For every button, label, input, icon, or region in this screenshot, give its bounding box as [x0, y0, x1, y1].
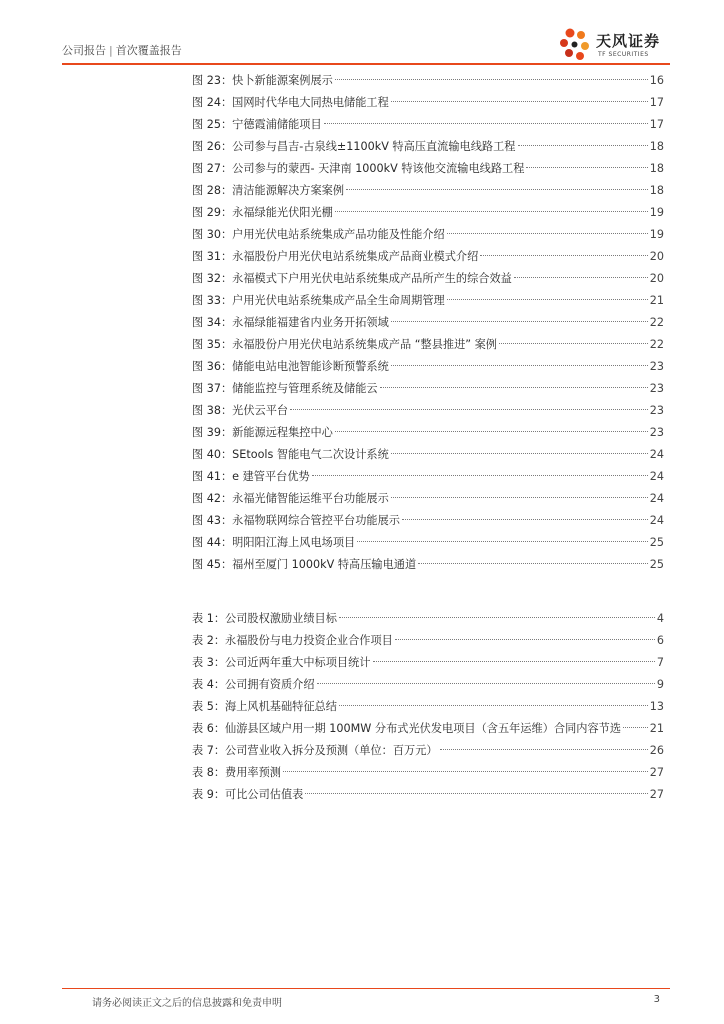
toc-entry-title[interactable]: 图 44：明阳阳江海上风电场项目 — [192, 536, 356, 549]
toc-entry-title[interactable]: 图 24：国网时代华电大同热电储能工程 — [192, 96, 389, 109]
toc-entry-page: 23 — [649, 382, 664, 395]
dot-leader — [346, 189, 648, 190]
toc-entry[interactable] — [192, 378, 664, 400]
dot-leader — [305, 793, 647, 794]
toc-entry-page: 20 — [649, 250, 664, 263]
toc-entry-page: 19 — [649, 206, 664, 219]
toc-entry-title[interactable]: 图 37：储能监控与管理系统及储能云 — [192, 382, 378, 395]
toc-entry-page: 21 — [649, 294, 664, 307]
toc-entry-page: 7 — [656, 656, 664, 669]
dot-leader — [290, 409, 648, 410]
toc-entry-page: 24 — [649, 492, 664, 505]
header-separator: | — [109, 44, 113, 57]
figure-toc — [192, 70, 664, 576]
toc-entry-title[interactable]: 图 23：快卜新能源案例展示 — [192, 74, 333, 87]
toc-entry[interactable] — [192, 488, 664, 510]
dot-leader — [440, 749, 648, 750]
dot-leader — [418, 563, 648, 564]
toc-entry-page: 18 — [649, 162, 664, 175]
toc-entry-page: 25 — [649, 558, 664, 571]
toc-entry-title[interactable]: 图 25：宁德霞浦储能项目 — [192, 118, 322, 131]
dot-leader — [335, 79, 648, 80]
dot-leader — [395, 639, 655, 640]
toc-entry[interactable] — [192, 422, 664, 444]
toc-entry-page: 23 — [649, 404, 664, 417]
report-header — [62, 32, 670, 62]
dot-leader — [391, 497, 648, 498]
dot-leader — [514, 277, 648, 278]
toc-entry-title[interactable]: 图 36：储能电站电池智能诊断预警系统 — [192, 360, 389, 373]
toc-entry-title[interactable]: 图 41：e 建管平台优势 — [192, 470, 310, 483]
toc-entry-title[interactable]: 图 42：永福光储智能运维平台功能展示 — [192, 492, 389, 505]
toc-entry[interactable] — [192, 400, 664, 422]
toc-entry[interactable] — [192, 290, 664, 312]
dot-leader — [518, 145, 648, 146]
footer-disclaimer: 请务必阅读正文之后的信息披露和免责申明 — [92, 998, 282, 1009]
toc-entry-page: 23 — [649, 426, 664, 439]
toc-entry[interactable] — [192, 202, 664, 224]
toc-entry-title[interactable]: 表 1：公司股权激励业绩目标 — [192, 612, 337, 625]
dot-leader — [335, 431, 648, 432]
toc-entry[interactable] — [192, 136, 664, 158]
toc-entry-title[interactable]: 图 35：永福股份户用光伏电站系统集成产品 “整县推进” 案例 — [192, 338, 497, 351]
flower-logo-icon — [558, 26, 592, 64]
toc-entry[interactable] — [192, 224, 664, 246]
report-subcategory: 首次覆盖报告 — [115, 44, 182, 57]
toc-entry-page: 18 — [649, 140, 664, 153]
toc-entry[interactable] — [192, 92, 664, 114]
toc-entry[interactable] — [192, 718, 664, 740]
toc-entry-title[interactable]: 图 43：永福物联网综合管控平台功能展示 — [192, 514, 400, 527]
dot-leader — [526, 167, 647, 168]
toc-entry-page: 27 — [649, 788, 664, 801]
toc-entry[interactable] — [192, 312, 664, 334]
toc-entry-title[interactable]: 图 29：永福绿能光伏阳光棚 — [192, 206, 333, 219]
toc-entry-title[interactable]: 图 40：SEtools 智能电气二次设计系统 — [192, 448, 389, 461]
toc-entry[interactable] — [192, 466, 664, 488]
dot-leader — [391, 101, 648, 102]
dot-leader — [391, 365, 648, 366]
toc-entry-page: 18 — [649, 184, 664, 197]
toc-entry-page: 22 — [649, 338, 664, 351]
dot-leader — [623, 727, 648, 728]
toc-entry-title[interactable]: 表 5：海上风机基础特征总结 — [192, 700, 337, 713]
toc-entry-title[interactable]: 图 34：永福绿能福建省内业务开拓领域 — [192, 316, 389, 329]
toc-entry[interactable] — [192, 554, 664, 576]
dot-leader — [480, 255, 647, 256]
toc-entry[interactable] — [192, 268, 664, 290]
toc-entry-page: 16 — [649, 74, 664, 87]
dot-leader — [283, 771, 648, 772]
toc-entry[interactable] — [192, 158, 664, 180]
toc-entry[interactable] — [192, 356, 664, 378]
toc-entry[interactable] — [192, 608, 664, 630]
toc-entry[interactable] — [192, 652, 664, 674]
toc-entry-page: 24 — [649, 448, 664, 461]
dot-leader — [317, 683, 655, 684]
toc-entry-title[interactable]: 表 2：永福股份与电力投资企业合作项目 — [192, 634, 393, 647]
toc-entry[interactable] — [192, 762, 664, 784]
dot-leader — [447, 299, 648, 300]
toc-entry-page: 17 — [649, 118, 664, 131]
toc-entry-title[interactable]: 表 8：费用率预测 — [192, 766, 281, 779]
toc-entry-page: 24 — [649, 470, 664, 483]
report-category: 公司报告 — [62, 44, 106, 57]
toc-entry[interactable] — [192, 740, 664, 762]
toc-entry-title[interactable]: 表 7：公司营业收入拆分及预测（单位：百万元） — [192, 744, 438, 757]
toc-entry-page: 20 — [649, 272, 664, 285]
toc-entry-page: 19 — [649, 228, 664, 241]
toc-entry-page: 24 — [649, 514, 664, 527]
toc-entry[interactable] — [192, 630, 664, 652]
toc-entry-page: 22 — [649, 316, 664, 329]
toc-entry-title[interactable]: 图 45：福州至厦门 1000kV 特高压输电通道 — [192, 558, 417, 571]
dot-leader — [373, 661, 655, 662]
dot-leader — [335, 211, 648, 212]
dot-leader — [499, 343, 648, 344]
footer-rule — [62, 988, 670, 989]
dot-leader — [391, 321, 648, 322]
toc-entry-page: 6 — [656, 634, 664, 647]
toc-entry-title[interactable]: 图 27：公司参与的蒙西- 天津南 1000kV 特该他交流输电线路工程 — [192, 162, 525, 175]
toc-entry-page: 27 — [649, 766, 664, 779]
toc-entry-page: 13 — [649, 700, 664, 713]
toc-entry[interactable] — [192, 180, 664, 202]
toc-entry-title[interactable]: 表 4：公司拥有资质介绍 — [192, 678, 315, 691]
toc-entry-title[interactable]: 图 33：户用光伏电站系统集成产品全生命周期管理 — [192, 294, 445, 307]
dot-leader — [391, 453, 648, 454]
toc-entry-page: 9 — [656, 678, 664, 691]
dot-leader — [312, 475, 648, 476]
table-toc — [192, 608, 664, 806]
toc-entry-title[interactable]: 图 30：户用光伏电站系统集成产品功能及性能介绍 — [192, 228, 445, 241]
dot-leader — [447, 233, 648, 234]
dot-leader — [324, 123, 648, 124]
dot-leader — [380, 387, 648, 388]
toc-entry[interactable] — [192, 444, 664, 466]
dot-leader — [357, 541, 648, 542]
toc-entry-title[interactable]: 表 3：公司近两年重大中标项目统计 — [192, 656, 371, 669]
toc-entry-title[interactable]: 图 39：新能源远程集控中心 — [192, 426, 333, 439]
header-rule — [62, 63, 670, 65]
toc-entry[interactable] — [192, 510, 664, 532]
toc-entry-title[interactable]: 图 31：永福股份户用光伏电站系统集成产品商业模式介绍 — [192, 250, 479, 263]
toc-entry[interactable] — [192, 246, 664, 268]
toc-entry[interactable] — [192, 696, 664, 718]
logo-name: 天风证券 — [596, 32, 661, 50]
page-number: 3 — [653, 994, 660, 1005]
toc-entry[interactable] — [192, 674, 664, 696]
dot-leader — [402, 519, 648, 520]
toc-entry[interactable] — [192, 334, 664, 356]
toc-entry-page: 26 — [649, 744, 664, 757]
toc-entry[interactable] — [192, 784, 664, 806]
toc-entry-page: 17 — [649, 96, 664, 109]
report-type — [62, 42, 182, 58]
toc-entry-page: 4 — [656, 612, 664, 625]
logo-subtitle: TF SECURITIES — [598, 51, 649, 58]
toc-entry[interactable] — [192, 114, 664, 136]
toc-entry-title[interactable]: 图 26：公司参与昌吉-古泉线±1100kV 特高压直流输电线路工程 — [192, 140, 516, 153]
toc-entry-title[interactable]: 表 9：可比公司估值表 — [192, 788, 304, 801]
company-logo — [550, 24, 670, 68]
dot-leader — [339, 705, 648, 706]
toc-entry[interactable] — [192, 70, 664, 92]
toc-entry-title[interactable]: 图 28：清洁能源解决方案案例 — [192, 184, 345, 197]
dot-leader — [339, 617, 655, 618]
toc-entry-title[interactable]: 图 32：永福模式下户用光伏电站系统集成产品所产生的综合效益 — [192, 272, 512, 285]
toc-entry-page: 23 — [649, 360, 664, 373]
toc-entry-title[interactable]: 图 38：光伏云平台 — [192, 404, 289, 417]
toc-entry-page: 21 — [649, 722, 664, 735]
toc-entry-title[interactable]: 表 6：仙游县区域户用一期 100MW 分布式光伏发电项目（含五年运维）合同内容节选 — [192, 722, 622, 735]
toc-entry[interactable] — [192, 532, 664, 554]
toc-entry-page: 25 — [649, 536, 664, 549]
